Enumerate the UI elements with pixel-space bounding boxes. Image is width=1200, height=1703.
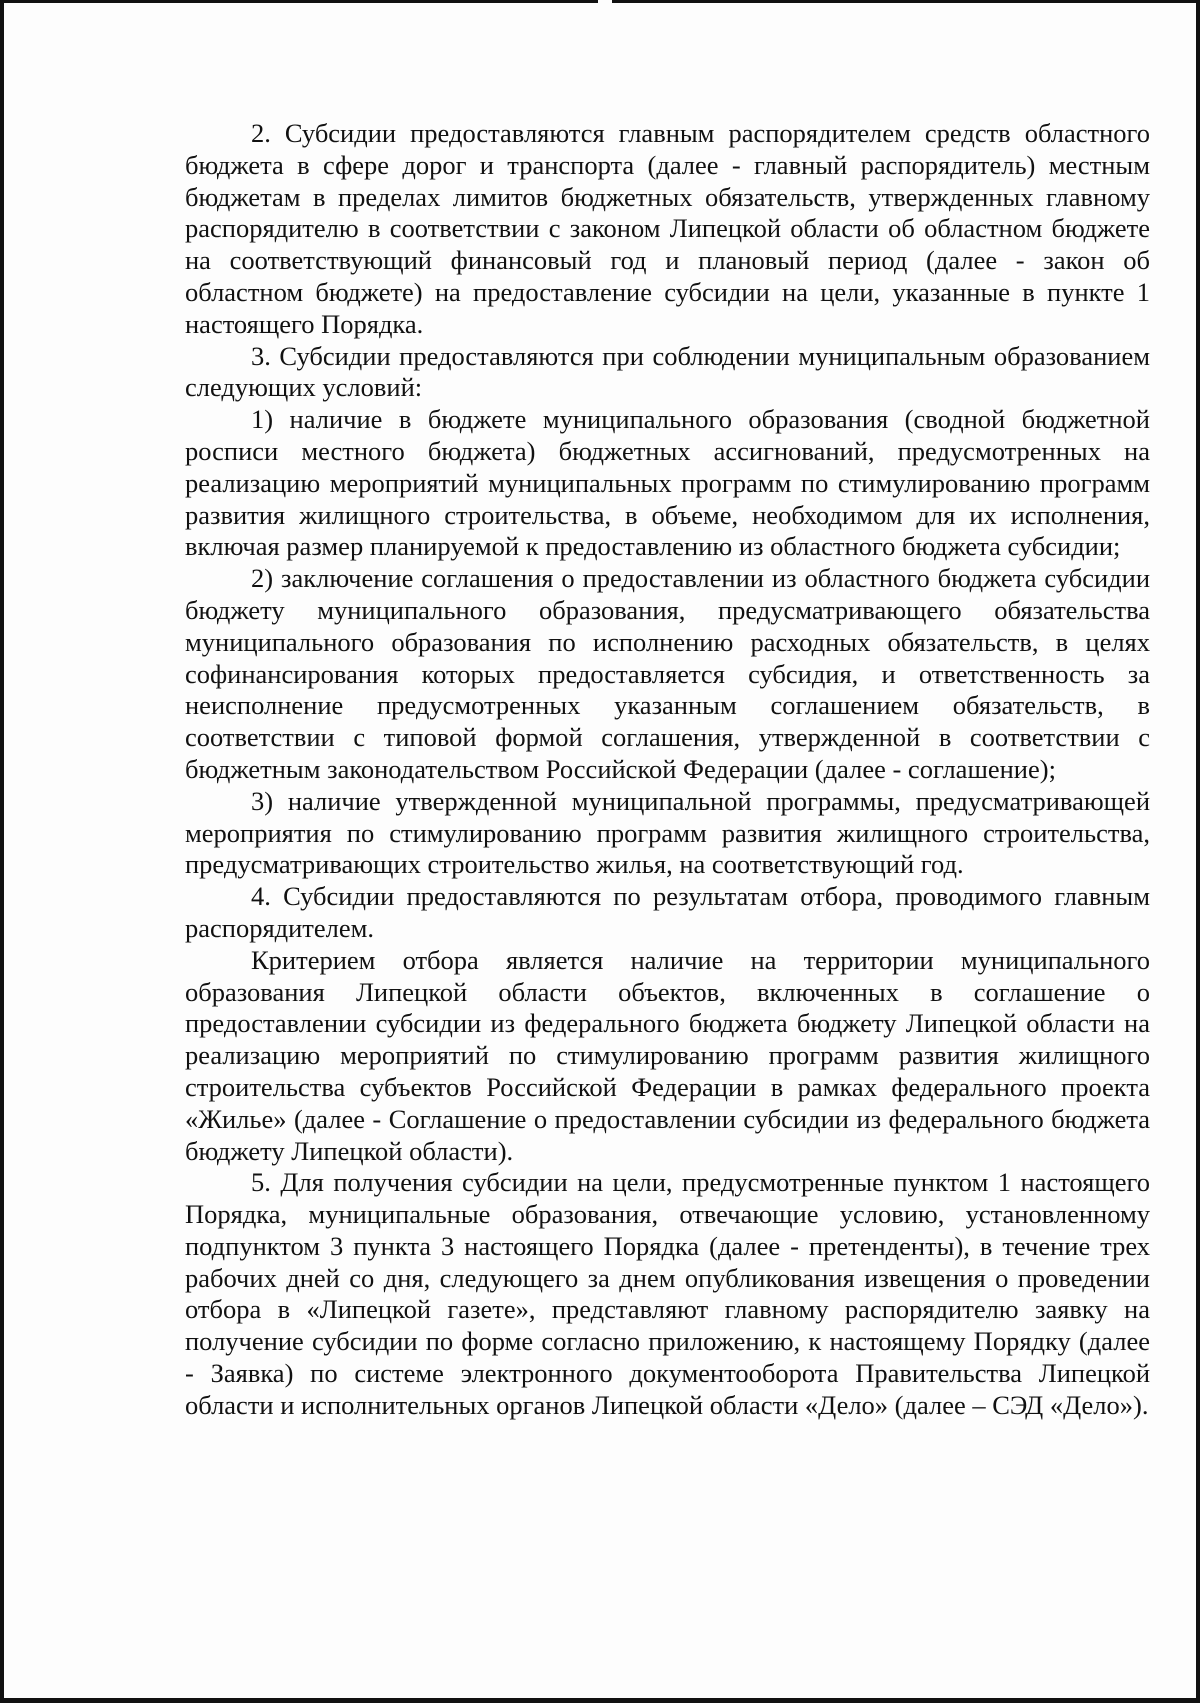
paragraph-5: 5. Для получения субсидии на цели, предусмотренные пунктом 1 настоящего Порядка, муниципальные образования, отвечающие условию, установленному подпунктом 3 пункта 3 настоящего Порядка (далее - претенденты), в течение трех рабочих дней со дня, следующего за днем опубликования извещения о проведении отбора в «Липецкой газете», представляют главному распорядителю заявку на получение субсидии по форме согласно приложению, к настоящему Порядку (далее - Заявка) по системе электронного документооборота Правительства Липецкой области и исполнительных органов Липецкой области «Дело» (далее – СЭД «Дело»). (185, 1167, 1150, 1420)
scan-edge-left (0, 0, 4, 1703)
paragraph-2: 2. Субсидии предоставляются главным распорядителем средств областного бюджета в сфере дорог и транспорта (далее - главный распорядитель) местным бюджетам в пределах лимитов бюджетных обязательств, утвержденных главному распорядителю в соответствии с законом Липецкой области об областном бюджете на соответствующий финансовый год и плановый период (далее - закон об областном бюджете) на предоставление субсидии на цели, указанные в пункте 1 настоящего Порядка. (185, 118, 1150, 339)
scan-edge-top-right (612, 0, 1200, 3)
paragraph-3: 3. Субсидии предоставляются при соблюдении муниципальным образованием следующих условий: (185, 340, 1150, 403)
scan-edge-bottom (0, 1698, 1200, 1703)
scan-edge-right (1196, 0, 1200, 1703)
paragraph-3-item-2: 2) заключение соглашения о предоставлении из областного бюджета субсидии бюджету муниципального образования, предусматривающего обязательства муниципального образования по исполнению расходных обязательств, в целях софинансирования которых предоставляется субсидия, и ответственность за неисполнение предусмотренных указанным соглашением обязательств, в соответствии с типовой формой соглашения, утвержденной в соответствии с бюджетным законодательством Российской Федерации (далее - соглашение); (185, 563, 1150, 784)
paragraph-4: 4. Субсидии предоставляются по результатам отбора, проводимого главным распорядителем. (185, 881, 1150, 943)
paragraph-3-item-1: 1) наличие в бюджете муниципального образования (сводной бюджетной росписи местного бюджета) бюджетных ассигнований, предусмотренных на реализацию мероприятий муниципальных программ по стимулированию программ развития жилищного строительства, в объеме, необходимом для их исполнения, включая размер планируемой к предоставлению из областного бюджета субсидии; (185, 404, 1150, 562)
paragraph-3-item-3: 3) наличие утвержденной муниципальной программы, предусматривающей мероприятия по стимулированию программ развития жилищного строительства, предусматривающих строительство жилья, на соответствующий год. (185, 785, 1150, 880)
scan-edge-top-left (0, 0, 598, 3)
paragraph-4-criterion: Критерием отбора является наличие на территории муниципального образования Липецкой области объектов, включенных в соглашение о предоставлении субсидии из федерального бюджета бюджету Липецкой области на реализацию мероприятий по стимулированию программ развития жилищного строительства субъектов Российской Федерации в рамках федерального проекта «Жилье» (далее - Соглашение о предоставлении субсидии из федерального бюджета бюджету Липецкой области). (185, 944, 1150, 1166)
document-body (185, 118, 1150, 1422)
